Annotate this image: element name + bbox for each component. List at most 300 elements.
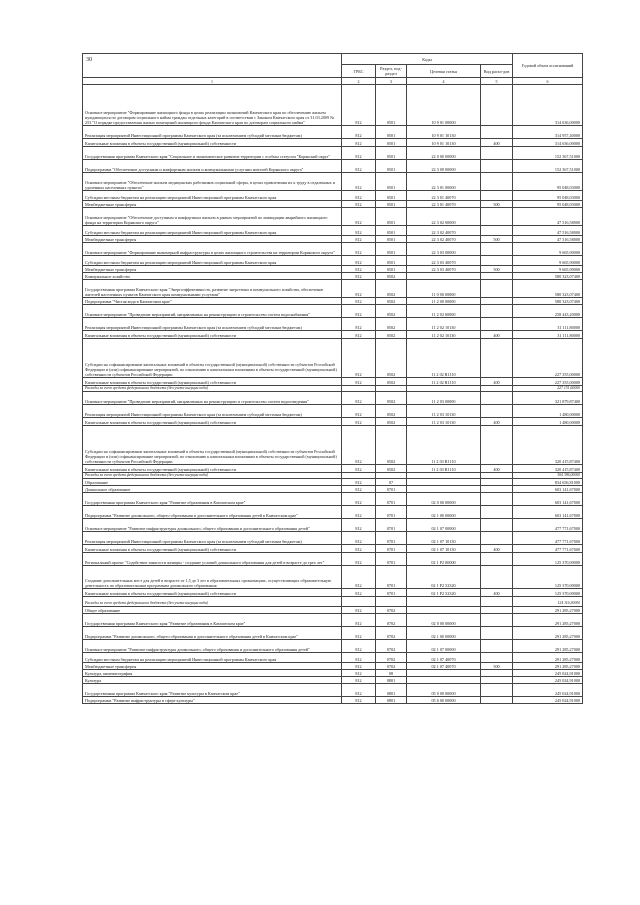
row-grbs: 812 (342, 553, 376, 566)
row-target-article: 11 2 03 R1110 (407, 426, 481, 465)
row-expense-type (481, 405, 513, 418)
row-sum: 227 355,00000 (513, 378, 583, 386)
row-sum: 47 516,58000 (513, 236, 583, 243)
row-name: Государственная программа Камчатского края "Развитие культуры в Камчатском крае" (83, 684, 342, 697)
row-target-article: 10 9 01 10130 (407, 139, 481, 147)
table-row (83, 589, 583, 597)
table-row (83, 208, 583, 226)
table-row (83, 553, 583, 566)
row-expense-type (481, 426, 513, 465)
row-section: 0702 (376, 627, 407, 640)
row-target-article: 05 0 00 00000 (407, 684, 481, 697)
row-name: Межбюджетные трансферты (83, 236, 342, 243)
row-expense-type: 400 (481, 331, 513, 339)
row-target-article: 02 1 P2 52320 (407, 589, 481, 597)
row-grbs: 812 (342, 663, 376, 670)
row-name: Государственная программа Камчатского края "Социальное и экономическое развитие территории с особым статусом "Корякский округ" (83, 147, 342, 160)
row-sum: 320 415,87400 (513, 426, 583, 465)
row-name: Основное мероприятие "Развитие инфраструктуры дошкольного, общего образования и дополнительного образования детей" (83, 640, 342, 653)
row-expense-type (481, 305, 513, 318)
row-expense-type: 400 (481, 545, 513, 553)
row-sum: 477 771,67000 (513, 519, 583, 532)
row-section: 0501 (376, 147, 407, 160)
row-grbs: 812 (342, 298, 376, 305)
row-target-article: 11 2 02 10130 (407, 331, 481, 339)
row-expense-type (481, 126, 513, 139)
row-grbs: 812 (342, 426, 376, 465)
row-target-article: 02 1 07 40070 (407, 653, 481, 663)
row-name: Расходы за счет средств федерального бюджета (без учета инерции кода) (83, 597, 342, 607)
row-target-article: 22 3 02 40070 (407, 226, 481, 236)
budget-table (82, 53, 583, 704)
header-expense-type: Вид расхо-дов (481, 65, 513, 78)
row-sum: 125 370,00000 (513, 589, 583, 597)
row-target-article (407, 607, 481, 614)
row-target-article: 02 1 P2 52320 (407, 566, 481, 589)
row-target-article: 02 1 07 10130 (407, 532, 481, 545)
row-sum: 152 367,51000 (513, 147, 583, 160)
row-section: 0501 (376, 236, 407, 243)
table-body (83, 85, 583, 704)
row-grbs: 812 (342, 545, 376, 553)
row-expense-type (481, 191, 513, 201)
row-name: Капитальные вложения в объекты государственной (муниципальной) собственности (83, 545, 342, 553)
row-section: 0702 (376, 614, 407, 627)
row-expense-type (481, 226, 513, 236)
row-expense-type: 400 (481, 139, 513, 147)
row-target-article: 22 3 01 40070 (407, 201, 481, 208)
row-sum: 580 323,07400 (513, 280, 583, 298)
row-expense-type: 400 (481, 589, 513, 597)
row-grbs: 812 (342, 236, 376, 243)
row-sum: 477 771,67000 (513, 545, 583, 553)
row-target-article: 22 3 00 00000 (407, 160, 481, 173)
header-num: 3 (376, 78, 407, 85)
row-expense-type: 400 (481, 418, 513, 426)
row-target-article: 22 3 01 40070 (407, 191, 481, 201)
row-section: 0501 (376, 173, 407, 191)
row-sum: 125 370,00000 (513, 566, 583, 589)
row-sum: 9 665,90000 (513, 243, 583, 256)
row-grbs: 812 (342, 677, 376, 684)
row-target-article: 11 2 03 R1110 (407, 465, 481, 473)
row-name: Субсидии местным бюджетам на реализацию мероприятий Инвестиционной программы Камчатского края (83, 226, 342, 236)
header-num: 5 (481, 78, 513, 85)
row-expense-type (481, 684, 513, 697)
row-name: Государственная программа Камчатского края "Энергоэффективность, развитие энергетики и коммунального хозяйства, обеспечение жителей населенных пунктов Камчатского края коммунальными услугами" (83, 280, 342, 298)
table-row (83, 614, 583, 627)
row-expense-type: 500 (481, 236, 513, 243)
row-expense-type: 400 (481, 378, 513, 386)
row-section: 0801 (376, 677, 407, 684)
row-name: Культура, кинематография (83, 670, 342, 677)
row-name: Подпрограмма "Развитие дошкольного, общего образования и дополнительного образования детей в Камчатском крае" (83, 506, 342, 519)
row-sum: 580 323,07400 (513, 298, 583, 305)
row-sum: 95 048,03000 (513, 173, 583, 191)
row-expense-type: 500 (481, 266, 513, 273)
row-name: Капитальные вложения в объекты государственной (муниципальной) собственности (83, 331, 342, 339)
row-sum: 47 516,58000 (513, 208, 583, 226)
row-section: 0702 (376, 653, 407, 663)
row-section: 0702 (376, 607, 407, 614)
row-expense-type (481, 614, 513, 627)
row-section: 0701 (376, 566, 407, 589)
row-target-article (407, 486, 481, 493)
row-section: 0502 (376, 378, 407, 386)
table-row (83, 426, 583, 465)
row-target-article (407, 597, 481, 607)
row-section: 0502 (376, 318, 407, 331)
table-row (83, 236, 583, 243)
table-row (83, 418, 583, 426)
row-grbs: 812 (342, 684, 376, 697)
table-row (83, 126, 583, 139)
row-expense-type: 400 (481, 465, 513, 473)
row-name: Культура (83, 677, 342, 684)
table-row (83, 273, 583, 280)
row-sum: 245 024,91000 (513, 677, 583, 684)
table-row (83, 339, 583, 378)
row-sum: 291 285,27000 (513, 663, 583, 670)
row-expense-type (481, 479, 513, 486)
row-name: Коммунальное хозяйство (83, 273, 342, 280)
row-section: 0701 (376, 553, 407, 566)
row-target-article: 11 2 02 R1110 (407, 378, 481, 386)
row-section: 0501 (376, 226, 407, 236)
row-section: 0502 (376, 298, 407, 305)
table-row (83, 486, 583, 493)
row-grbs: 812 (342, 191, 376, 201)
header-section: Раздел, под-раздел (376, 65, 407, 78)
row-name: Субсидии на софинансирование капитальных вложений в объекты государственной (муниципальной) собственности субъектов Российской Федерации и (или) софинансирование мероприятий, по отношению к капитальным вложениям в объекты государственной (муниципальной) собственности субъектов Российской Федерации (83, 426, 342, 465)
table-row (83, 697, 583, 704)
row-grbs: 812 (342, 506, 376, 519)
row-sum: 320 415,87400 (513, 465, 583, 473)
row-grbs: 812 (342, 640, 376, 653)
row-target-article: 10 9 01 00000 (407, 85, 481, 126)
row-target-article: 11 2 02 10130 (407, 318, 481, 331)
row-grbs: 812 (342, 85, 376, 126)
row-section: 07 (376, 479, 407, 486)
table-row (83, 139, 583, 147)
row-sum: 477 771,67000 (513, 532, 583, 545)
row-section: 0701 (376, 493, 407, 506)
row-sum: 314 636,00000 (513, 139, 583, 147)
table-row (83, 663, 583, 670)
row-expense-type (481, 85, 513, 126)
row-section: 0701 (376, 532, 407, 545)
row-grbs: 812 (342, 465, 376, 473)
row-name: Межбюджетные трансферты (83, 266, 342, 273)
row-expense-type (481, 653, 513, 663)
row-name: Основное мероприятие "Обеспечение доступным и комфортным жильем в рамках мероприятий по ликвидации аварийного жилищного фонда на территории Корякского округа" (83, 208, 342, 226)
header-name (83, 54, 342, 78)
row-sum: 834 656,81000 (513, 479, 583, 486)
table-row (83, 85, 583, 126)
row-grbs: 812 (342, 614, 376, 627)
row-section: 0801 (376, 684, 407, 697)
row-name: Реализация мероприятий Инвестиционной программы Камчатского края (за исключением субсидий местным бюджетам) (83, 532, 342, 545)
row-expense-type (481, 519, 513, 532)
row-section: 0702 (376, 663, 407, 670)
row-sum: 603 141,67000 (513, 506, 583, 519)
row-sum: 245 024,91000 (513, 670, 583, 677)
table-row (83, 405, 583, 418)
row-expense-type (481, 670, 513, 677)
row-name: Расходы за счет средств федерального бюджета (без учета инерции кода) (83, 473, 342, 479)
row-name: Основное мероприятие "Проведение мероприятий, направленных на реконструкцию и строительство систем водоотведения" (83, 392, 342, 405)
row-target-article: 10 9 01 10130 (407, 126, 481, 139)
row-expense-type (481, 273, 513, 280)
row-target-article: 22 3 01 00000 (407, 173, 481, 191)
row-expense-type (481, 697, 513, 704)
row-sum: 9 665,90000 (513, 256, 583, 266)
row-grbs: 812 (342, 532, 376, 545)
row-target-article (407, 677, 481, 684)
row-target-article: 02 0 00 00000 (407, 493, 481, 506)
table-row (83, 243, 583, 256)
table-row (83, 493, 583, 506)
row-sum: 314 636,00000 (513, 85, 583, 126)
table-row (83, 266, 583, 273)
header-target-article: Целевая статья (407, 65, 481, 78)
row-grbs: 812 (342, 208, 376, 226)
row-target-article: 11 2 03 00000 (407, 392, 481, 405)
row-sum: 314 957,40000 (513, 126, 583, 139)
row-expense-type (481, 677, 513, 684)
table-row (83, 607, 583, 614)
row-sum: 603 141,67000 (513, 486, 583, 493)
row-name: Основное мероприятие "Формирование инженерной инфраструктуры в целях жилищного строительства на территории Корякского округа" (83, 243, 342, 256)
row-target-article: 02 1 07 10130 (407, 545, 481, 553)
header-num: 1 (83, 78, 342, 85)
row-sum: 291 285,27000 (513, 640, 583, 653)
row-name: Капитальные вложения в объекты государственной (муниципальной) собственности (83, 465, 342, 473)
row-sum: 580 323,07400 (513, 273, 583, 280)
row-section: 0501 (376, 256, 407, 266)
row-name: Основное мероприятие "Формирование жилищного фонда в целях реализации полномочий Камчатского края по обеспечению жильем нуждающихся по договорам социального найма граждан отдельных категорий в соответствии с Законом Камчатского края от 31.03.2009 № 253 "О порядке предоставления жилых помещений жилищного фонда Камчатского края по договорам социального найма" (83, 85, 342, 126)
row-section: 0502 (376, 392, 407, 405)
row-grbs: 812 (342, 653, 376, 663)
table-row (83, 545, 583, 553)
row-name: Реализация мероприятий Инвестиционной программы Камчатского края (за исключением субсидий местным бюджетам) (83, 318, 342, 331)
header-codes-group: Коды (342, 54, 513, 65)
row-sum: 291 285,27000 (513, 614, 583, 627)
header-num: 2 (342, 78, 376, 85)
row-expense-type (481, 553, 513, 566)
table-row (83, 677, 583, 684)
row-section: 0701 (376, 506, 407, 519)
row-grbs: 812 (342, 493, 376, 506)
row-sum: 321 879,87400 (513, 392, 583, 405)
row-grbs: 812 (342, 173, 376, 191)
row-sum: 95 048,03000 (513, 191, 583, 201)
row-section: 0501 (376, 191, 407, 201)
row-name: Основное мероприятие "Проведение мероприятий, направленных на реконструкцию и строительство систем водоснабжения" (83, 305, 342, 318)
row-target-article: 22 0 00 00000 (407, 147, 481, 160)
row-name: Субсидии на софинансирование капитальных вложений в объекты государственной (муниципальной) собственности субъектов Российской Федерации и (или) софинансирование мероприятий, по отношению к капитальным вложениям в объекты государственной (муниципальной) собственности субъектов Российской Федерации (83, 339, 342, 378)
row-expense-type (481, 597, 513, 607)
row-section: 0502 (376, 465, 407, 473)
table-row (83, 653, 583, 663)
row-target-article (407, 479, 481, 486)
row-section: 0501 (376, 208, 407, 226)
row-name: Создание дополнительных мест для детей в возрасте от 1,5 до 3 лет в образовательных организациях, осуществляющих образовательную деятельность по образовательным программам дошкольного образования (83, 566, 342, 589)
row-expense-type (481, 486, 513, 493)
row-target-article (407, 670, 481, 677)
row-expense-type (481, 160, 513, 173)
row-sum: 125 370,00000 (513, 553, 583, 566)
row-section: 0501 (376, 126, 407, 139)
row-grbs: 812 (342, 331, 376, 339)
row-sum: 304 396,00000 (513, 473, 583, 479)
row-sum: 291 285,27000 (513, 627, 583, 640)
row-name: Капитальные вложения в объекты государственной (муниципальной) собственности (83, 378, 342, 386)
row-section: 0502 (376, 273, 407, 280)
row-target-article: 02 1 00 00000 (407, 627, 481, 640)
row-name: Подпрограмма "Чистая вода в Камчатском крае" (83, 298, 342, 305)
row-name: Общее образование (83, 607, 342, 614)
row-expense-type (481, 208, 513, 226)
row-name: Субсидии местным бюджетам на реализацию мероприятий Инвестиционной программы Камчатского края (83, 191, 342, 201)
row-target-article: 11 2 00 00000 (407, 298, 481, 305)
row-grbs: 812 (342, 519, 376, 532)
row-section: 0502 (376, 405, 407, 418)
row-target-article: 11 2 03 10130 (407, 405, 481, 418)
table-row (83, 597, 583, 607)
row-name: Государственная программа Камчатского края "Развитие образования в Камчатском крае" (83, 614, 342, 627)
row-target-article: 02 1 07 00000 (407, 519, 481, 532)
row-sum: 31 111,80000 (513, 331, 583, 339)
table-row (83, 506, 583, 519)
row-section: 0501 (376, 139, 407, 147)
row-grbs: 812 (342, 566, 376, 589)
row-section: 0502 (376, 280, 407, 298)
row-target-article: 22 3 03 40070 (407, 256, 481, 266)
row-sum: 603 141,67000 (513, 493, 583, 506)
row-target-article: 02 1 00 00000 (407, 506, 481, 519)
row-target-article: 11 0 00 00000 (407, 280, 481, 298)
row-grbs (342, 597, 376, 607)
table-row (83, 684, 583, 697)
row-target-article: 11 2 02 00000 (407, 305, 481, 318)
row-name: Подпрограмма "Развитие инфраструктуры в сфере культуры" (83, 697, 342, 704)
row-sum: 31 111,80000 (513, 318, 583, 331)
row-expense-type (481, 640, 513, 653)
row-target-article (407, 273, 481, 280)
row-sum: 245 024,91000 (513, 684, 583, 697)
table-row (83, 640, 583, 653)
row-section: 0701 (376, 589, 407, 597)
table-row (83, 479, 583, 486)
row-name: Подпрограмма "Развитие дошкольного, общего образования и дополнительного образования детей в Камчатском крае" (83, 627, 342, 640)
row-grbs: 812 (342, 126, 376, 139)
table-row (83, 670, 583, 677)
row-sum: 1 480,00000 (513, 418, 583, 426)
row-expense-type: 500 (481, 201, 513, 208)
row-grbs: 812 (342, 139, 376, 147)
row-section: 0701 (376, 519, 407, 532)
table-row (83, 378, 583, 386)
row-section: 0501 (376, 243, 407, 256)
table-row (83, 532, 583, 545)
row-sum: 124 116,30000 (513, 597, 583, 607)
row-name: Субсидии местным бюджетам на реализацию мероприятий Инвестиционной программы Камчатского края (83, 653, 342, 663)
row-grbs: 812 (342, 479, 376, 486)
row-name: Образование (83, 479, 342, 486)
row-section: 0502 (376, 305, 407, 318)
header-sum: Годовой объем ассигнований (513, 54, 583, 78)
row-section: 0502 (376, 418, 407, 426)
row-section: 0501 (376, 201, 407, 208)
row-sum: 291 285,27000 (513, 607, 583, 614)
row-grbs: 812 (342, 670, 376, 677)
table-row (83, 465, 583, 473)
row-expense-type: 500 (481, 663, 513, 670)
row-sum: 9 665,90000 (513, 266, 583, 273)
table-row (83, 280, 583, 298)
row-expense-type (481, 607, 513, 614)
row-expense-type (481, 280, 513, 298)
row-grbs: 812 (342, 243, 376, 256)
row-expense-type (481, 627, 513, 640)
row-section: 0801 (376, 697, 407, 704)
table-row (83, 318, 583, 331)
row-expense-type (481, 298, 513, 305)
row-section (376, 597, 407, 607)
row-target-article: 11 2 03 10130 (407, 418, 481, 426)
row-grbs: 812 (342, 273, 376, 280)
row-expense-type (481, 532, 513, 545)
row-expense-type (481, 256, 513, 266)
row-name: Межбюджетные трансферты (83, 663, 342, 670)
row-grbs: 812 (342, 627, 376, 640)
row-grbs: 812 (342, 266, 376, 273)
row-name: Капитальные вложения в объекты государственной (муниципальной) собственности (83, 418, 342, 426)
row-sum: 47 516,58000 (513, 226, 583, 236)
table-row (83, 147, 583, 160)
row-sum: 1 480,00000 (513, 405, 583, 418)
row-target-article: 02 1 P2 00000 (407, 553, 481, 566)
row-grbs: 812 (342, 226, 376, 236)
row-name: Капитальные вложения в объекты государственной (муниципальной) собственности (83, 589, 342, 597)
row-target-article: 02 1 07 40070 (407, 663, 481, 670)
row-grbs: 812 (342, 201, 376, 208)
row-expense-type (481, 318, 513, 331)
row-grbs: 812 (342, 378, 376, 386)
row-target-article: 02 0 00 00000 (407, 614, 481, 627)
table-row (83, 331, 583, 339)
table-row (83, 298, 583, 305)
table-row (83, 627, 583, 640)
row-target-article: 02 1 07 00000 (407, 640, 481, 653)
row-expense-type (481, 566, 513, 589)
row-sum: 152 367,51000 (513, 160, 583, 173)
table-row (83, 305, 583, 318)
row-name: Капитальные вложения в объекты государственной (муниципальной) собственности (83, 139, 342, 147)
row-section: 0501 (376, 85, 407, 126)
row-grbs: 812 (342, 339, 376, 378)
row-grbs: 812 (342, 486, 376, 493)
row-expense-type (481, 493, 513, 506)
row-grbs: 812 (342, 305, 376, 318)
row-section: 0501 (376, 160, 407, 173)
table-row (83, 201, 583, 208)
row-sum: 95 048,03000 (513, 201, 583, 208)
row-section: 08 (376, 670, 407, 677)
row-section: 0701 (376, 486, 407, 493)
row-section: 0502 (376, 331, 407, 339)
